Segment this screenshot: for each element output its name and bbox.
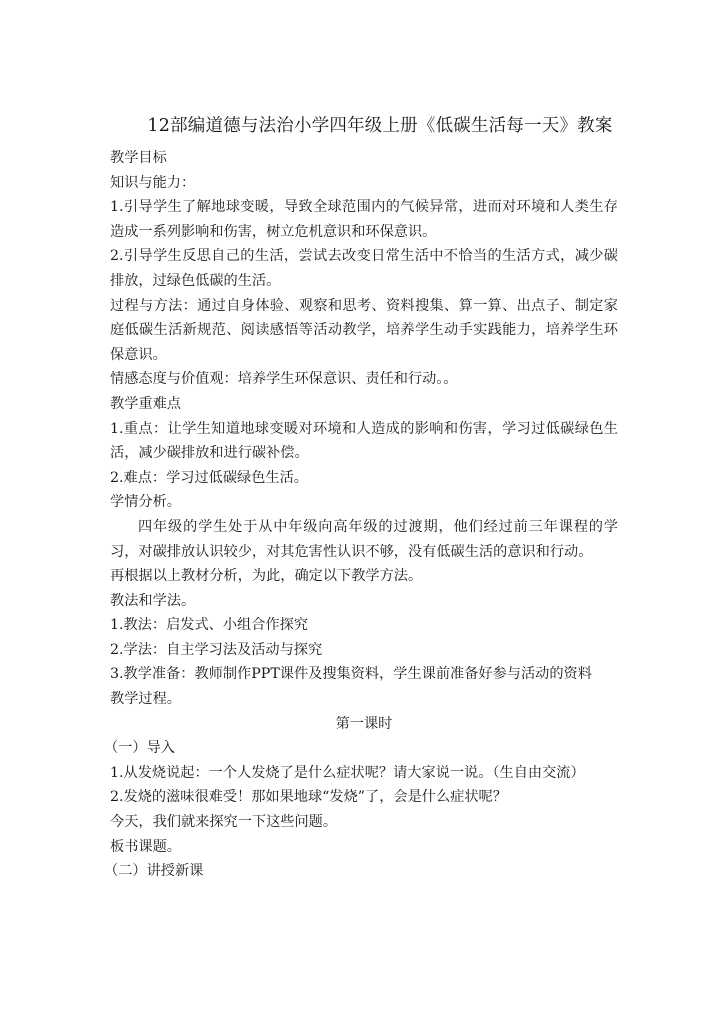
student-analysis-paragraph: 四年级的学生处于从中年级向高年级的过渡期，他们经过前三年课程的学习，对碳排放认识较少，对其危害性认识不够，没有低碳生活的意识和行动。: [110, 518, 618, 560]
key-point-2: 2.难点：学习过低碳绿色生活。: [110, 469, 308, 486]
heading-key-points: 教学重难点: [110, 395, 181, 412]
heading-knowledge-ability: 知识与能力：: [110, 174, 196, 191]
method-determination-paragraph: 再根据以上教材分析，为此，确定以下教学方法。: [110, 568, 423, 585]
intro-item-2: 2.发烧的滋味很难受！那如果地球“发烧”了，会是什么症状呢？: [110, 789, 507, 806]
lesson-heading: 第一课时: [335, 715, 393, 732]
section-introduction-heading: （一）导入: [104, 740, 175, 757]
intro-item-1: 1.从发烧说起：一个人发烧了是什么症状呢？请大家说一说。（生自由交流）: [110, 764, 585, 781]
board-title-paragraph: 板书课题。: [110, 838, 181, 855]
emotion-values-paragraph: 情感态度与价值观：培养学生环保意识、责任和行动。。: [110, 371, 458, 388]
heading-teaching-process: 教学过程。: [110, 691, 181, 708]
heading-teaching-goals: 教学目标: [110, 150, 167, 166]
key-point-1: 1.重点：让学生知道地球变暖对环境和人造成的影响和伤害，学习过低碳绿色生活，减少碳排放和进行碳补偿。: [110, 420, 618, 462]
intro-today-paragraph: 今天，我们就来探究一下这些问题。: [110, 814, 338, 831]
document-title: 12部编道德与法治小学四年级上册《低碳生活每一天》教案: [147, 116, 613, 136]
heading-teaching-methods: 教法和学法。: [110, 592, 196, 609]
method-item-3: 3.教学准备：教师制作PPT课件及搜集资料，学生课前准备好参与活动的资料: [110, 666, 592, 683]
process-method-paragraph: 过程与方法：通过自身体验、观察和思考、资料搜集、算一算、出点子、制定家庭低碳生活新规范、阅读感悟等活动教学，培养学生动手实践能力，培养学生环保意识。: [110, 297, 618, 363]
section-new-lesson-heading: （二）讲授新课: [104, 863, 204, 880]
goal-item-1: 1.引导学生了解地球变暖，导致全球范围内的气候异常，进而对环境和人类生存造成一系列影响和伤害，树立危机意识和环保意识。: [110, 199, 618, 240]
heading-student-analysis: 学情分析。: [110, 494, 181, 511]
goal-item-2: 2.引导学生反思自己的生活，尝试去改变日常生活中不恰当的生活方式，减少碳排放，过绿色低碳的生活。: [110, 248, 618, 289]
method-item-1: 1.教法：启发式、小组合作探究: [110, 617, 308, 634]
method-item-2: 2.学法：自主学习法及活动与探究: [110, 641, 323, 658]
document-body: [104, 146, 618, 884]
